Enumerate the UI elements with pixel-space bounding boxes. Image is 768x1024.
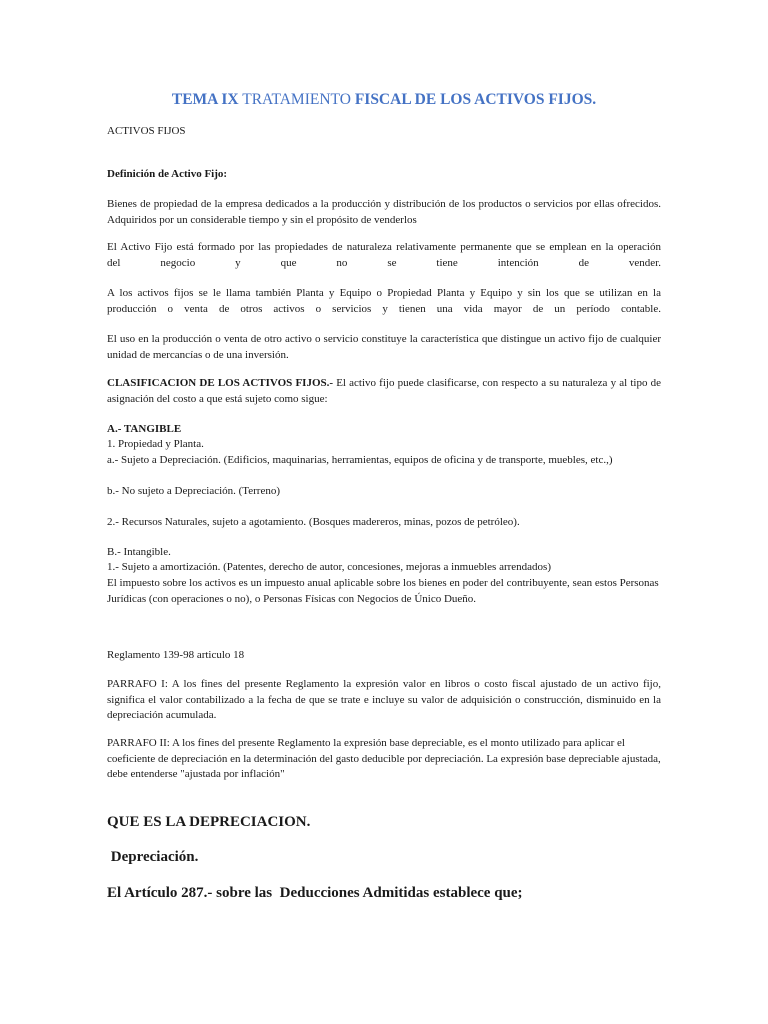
parrafo-2: PARRAFO II: A los fines del presente Reglamento la expresión base depreciable, es el monto utilizado para aplicar el coeficiente de depreciación en la determinación del gasto deducible por depreciación. La expresión base depreciable ajustada, debe entenderse "ajustada por inflación" (107, 737, 661, 781)
intangible-item-1: 1.- Sujeto a amortización. (Patentes, derecho de autor, concesiones, mejoras a inmuebles arrendados) (107, 561, 551, 573)
definicion-heading: Definición de Activo Fijo: (107, 168, 228, 180)
tangible-item-2: 2.- Recursos Naturales, sujeto a agotamiento. (Bosques madereros, minas, pozos de petróleo). (107, 516, 520, 528)
clasificacion-text: El activo fijo puede clasificarse, con respecto a su naturaleza y al tipo de asignación del costo a que está sujeto como sigue: (107, 377, 661, 405)
subheading-depreciacion: Depreciación. (107, 849, 199, 865)
paragraph-planta-equipo-line-1: A los activos fijos se le llama también Planta y Equipo o Propiedad Planta y Equipo y sin los que se utilizan en la (107, 287, 661, 299)
paragraph-activo-fijo-line-1: El Activo Fijo está formado por las propiedades de naturaleza relativamente permanente que se emplean en la operación (107, 241, 661, 253)
title-part-2: TRATAMIENTO (242, 91, 351, 108)
tangible-item-1a: a.- Sujeto a Depreciación. (Edificios, maquinarias, herramientas, equipos de oficina y de transporte, muebles, etc.,) (107, 454, 613, 466)
articulo-287-heading: El Artículo 287.- sobre las Deducciones Admitidas establece que; (107, 885, 523, 901)
clasificacion-heading: CLASIFICACION DE LOS ACTIVOS FIJOS.- (107, 377, 334, 389)
paragraph-planta-equipo (107, 286, 661, 317)
paragraph-impuesto: El impuesto sobre los activos es un impuesto anual aplicable sobre los bienes en poder del contribuyente, sean estos Personas Jurídicas (con operaciones o no), o Personas Físicas con Negocios de Único Dueño. (107, 577, 659, 605)
tangible-heading: A.- TANGIBLE (107, 423, 182, 435)
reglamento-reference: Reglamento 139-98 articulo 18 (107, 649, 245, 661)
title-part-1: TEMA IX (171, 91, 239, 108)
paragraph-clasificacion (107, 376, 661, 407)
intangible-heading: B.- Intangible. (107, 546, 171, 558)
paragraph-activo-fijo-line-2: del negocio y que no se tiene intención de vender. (107, 256, 661, 269)
tangible-item-1: 1. Propiedad y Planta. (107, 438, 204, 450)
paragraph-definicion: Bienes de propiedad de la empresa dedicados a la producción y distribución de los productos o servicios por ellas ofrecidos. Adquiridos por un considerable tiempo y sin el propósito de venderlos (107, 198, 661, 226)
paragraph-uso: El uso en la producción o venta de otro activo o servicio constituye la característica que distingue un activo fijo de cualquier unidad de mercancías o de una inversión. (107, 333, 661, 361)
tangible-item-1b: b.- No sujeto a Depreciación. (Terreno) (107, 485, 281, 497)
document-title (107, 91, 661, 109)
parrafo-1: PARRAFO I: A los fines del presente Reglamento la expresión valor en libros o costo fiscal ajustado de un activo fijo, significa el valor contabilizado a la fecha de que se trate e incluye su valor de adquisición o construcción, disminuido en la depreciación acumulada. (107, 678, 661, 722)
paragraph-activo-fijo (107, 240, 661, 271)
paragraph-planta-equipo-line-2: producción o venta de otros activos o servicios y tienen una vida mayor de un período contable. (107, 302, 661, 315)
section-heading-depreciacion: QUE ES LA DEPRECIACION. (107, 814, 311, 830)
activos-fijos-heading: ACTIVOS FIJOS (107, 125, 186, 137)
title-part-3: FISCAL DE LOS ACTIVOS FIJOS. (354, 91, 597, 108)
